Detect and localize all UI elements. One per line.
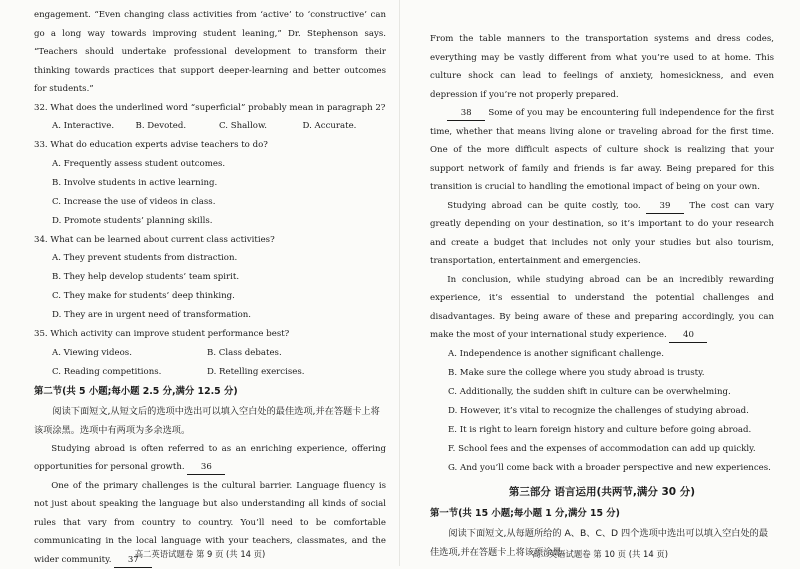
option-b: B. Devoted. xyxy=(136,117,220,136)
option-b: B. Class debates. xyxy=(207,344,362,363)
question-35-options-row1 xyxy=(34,344,386,363)
option-d: D. Promote students’ planning skills. xyxy=(34,212,386,231)
section-1-title: 第一节(共 15 小题;每小题 1 分,满分 15 分) xyxy=(430,504,774,524)
option-a: A. Viewing videos. xyxy=(52,344,207,363)
passage-text: Studying abroad can be quite costly, too. xyxy=(447,201,640,211)
question-32-options xyxy=(34,117,386,136)
option-d: D. Accurate. xyxy=(303,117,387,136)
section-1-instruction: 阅读下面短文,从每题所给的 A、B、C、D 四个选项中选出可以填入空白处的最佳选项,并在答题卡上将该项涂黑。 xyxy=(430,524,774,562)
choice-c: C. Additionally, the sudden shift in culture can be overwhelming. xyxy=(430,383,774,402)
blank-38: 38 xyxy=(447,107,485,121)
option-c: C. Shallow. xyxy=(219,117,303,136)
option-b: B. Involve students in active learning. xyxy=(34,174,386,193)
passage-paragraph-4 xyxy=(430,104,774,197)
option-b: B. They help develop students’ team spirit. xyxy=(34,268,386,287)
right-page xyxy=(400,0,800,566)
blank-40: 40 xyxy=(669,329,707,343)
passage-paragraph-5 xyxy=(430,197,774,271)
option-d: D. They are in urgent need of transformation. xyxy=(34,306,386,325)
blank-36: 36 xyxy=(187,461,225,475)
choice-e: E. It is right to learn foreign history and culture before going abroad. xyxy=(430,421,774,440)
question-35-options-row2 xyxy=(34,363,386,382)
option-c: C. Reading competitions. xyxy=(52,363,207,382)
choice-f: F. School fees and the expenses of accommodation can add up quickly. xyxy=(430,440,774,459)
question-34: 34. What can be learned about current class activities? xyxy=(34,231,386,250)
choice-a: A. Independence is another significant challenge. xyxy=(430,345,774,364)
choice-b: B. Make sure the college where you study abroad is trusty. xyxy=(430,364,774,383)
section-2-instruction: 阅读下面短文,从短文后的选项中选出可以填入空白处的最佳选项,并在答题卡上将该项涂黑。选项中有两项为多余选项。 xyxy=(34,402,386,440)
question-33: 33. What do education experts advise teachers to do? xyxy=(34,136,386,155)
question-35: 35. Which activity can improve student performance best? xyxy=(34,325,386,344)
section-2-title: 第二节(共 5 小题;每小题 2.5 分,满分 12.5 分) xyxy=(34,382,386,402)
passage-text: Some of you may be encountering full independence for the first time, whether that means living alone or traveling abroad for the first time. One of the more difficult aspects of culture shock is realizing that your support network of family and friends is far away. Being prepared for this transition is crucial to handling the emotional impact of being on your own. xyxy=(430,108,774,192)
passage-text: Studying abroad is often referred to as an enriching experience, offering opportunities for personal growth. xyxy=(34,444,386,473)
passage-text: In conclusion, while studying abroad can be an incredibly rewarding experience, it’s essential to understand the potential challenges and disadvantages. By being aware of these and preparing accordingly, you can make the most of your international study experience. xyxy=(430,275,774,341)
passage-text: The cost can vary greatly depending on your destination, so it’s important to do your research and create a budget that includes not only your studies but also tourism, transportation, entertainment and emergencies. xyxy=(430,201,774,267)
choice-d: D. However, it’s vital to recognize the challenges of studying abroad. xyxy=(430,402,774,421)
left-page xyxy=(0,0,400,566)
option-c: C. Increase the use of videos in class. xyxy=(34,193,386,212)
option-d: D. Retelling exercises. xyxy=(207,363,362,382)
option-a: A. Frequently assess student outcomes. xyxy=(34,155,386,174)
passage-paragraph-6 xyxy=(430,271,774,345)
passage-text: One of the primary challenges is the cultural barrier. Language fluency is not just about speaking the language but also understanding all kinds of social rules that vary from country to country. You’ll need to be comfortable communicating in the local language with your teachers, classmates, and the wider community. xyxy=(34,481,386,565)
option-a: A. They prevent students from distraction. xyxy=(34,249,386,268)
blank-39: 39 xyxy=(646,200,684,214)
passage-paragraph-3: From the table manners to the transportation systems and dress codes, everything may be vastly different from what you’re used to at home. This culture shock can lead to feelings of anxiety, homesickness, and even depression if you’re not properly prepared. xyxy=(430,30,774,104)
choice-g: G. And you’ll come back with a broader perspective and new experiences. xyxy=(430,459,774,478)
blank-37: 37 xyxy=(114,554,152,568)
passage-paragraph-1 xyxy=(34,440,386,477)
page-footer: 高二英语试题卷 第 9 页 (共 14 页) xyxy=(0,548,400,560)
question-32: 32. What does the underlined word “superficial” probably mean in paragraph 2? xyxy=(34,99,386,118)
page-footer: 高二英语试题卷 第 10 页 (共 14 页) xyxy=(400,548,800,560)
option-c: C. They make for students’ deep thinking. xyxy=(34,287,386,306)
intro-paragraph: engagement. “Even changing class activities from ‘active’ to ‘constructive’ can go a long way towards improving student leaning,” Dr. Stephenson says. “Teachers should undertake professional development to transform their thinking towards practices that support deeper-learning and better outcomes for students.” xyxy=(34,6,386,99)
part-3-title: 第三部分 语言运用(共两节,满分 30 分) xyxy=(430,480,774,504)
option-a: A. Interactive. xyxy=(52,117,136,136)
